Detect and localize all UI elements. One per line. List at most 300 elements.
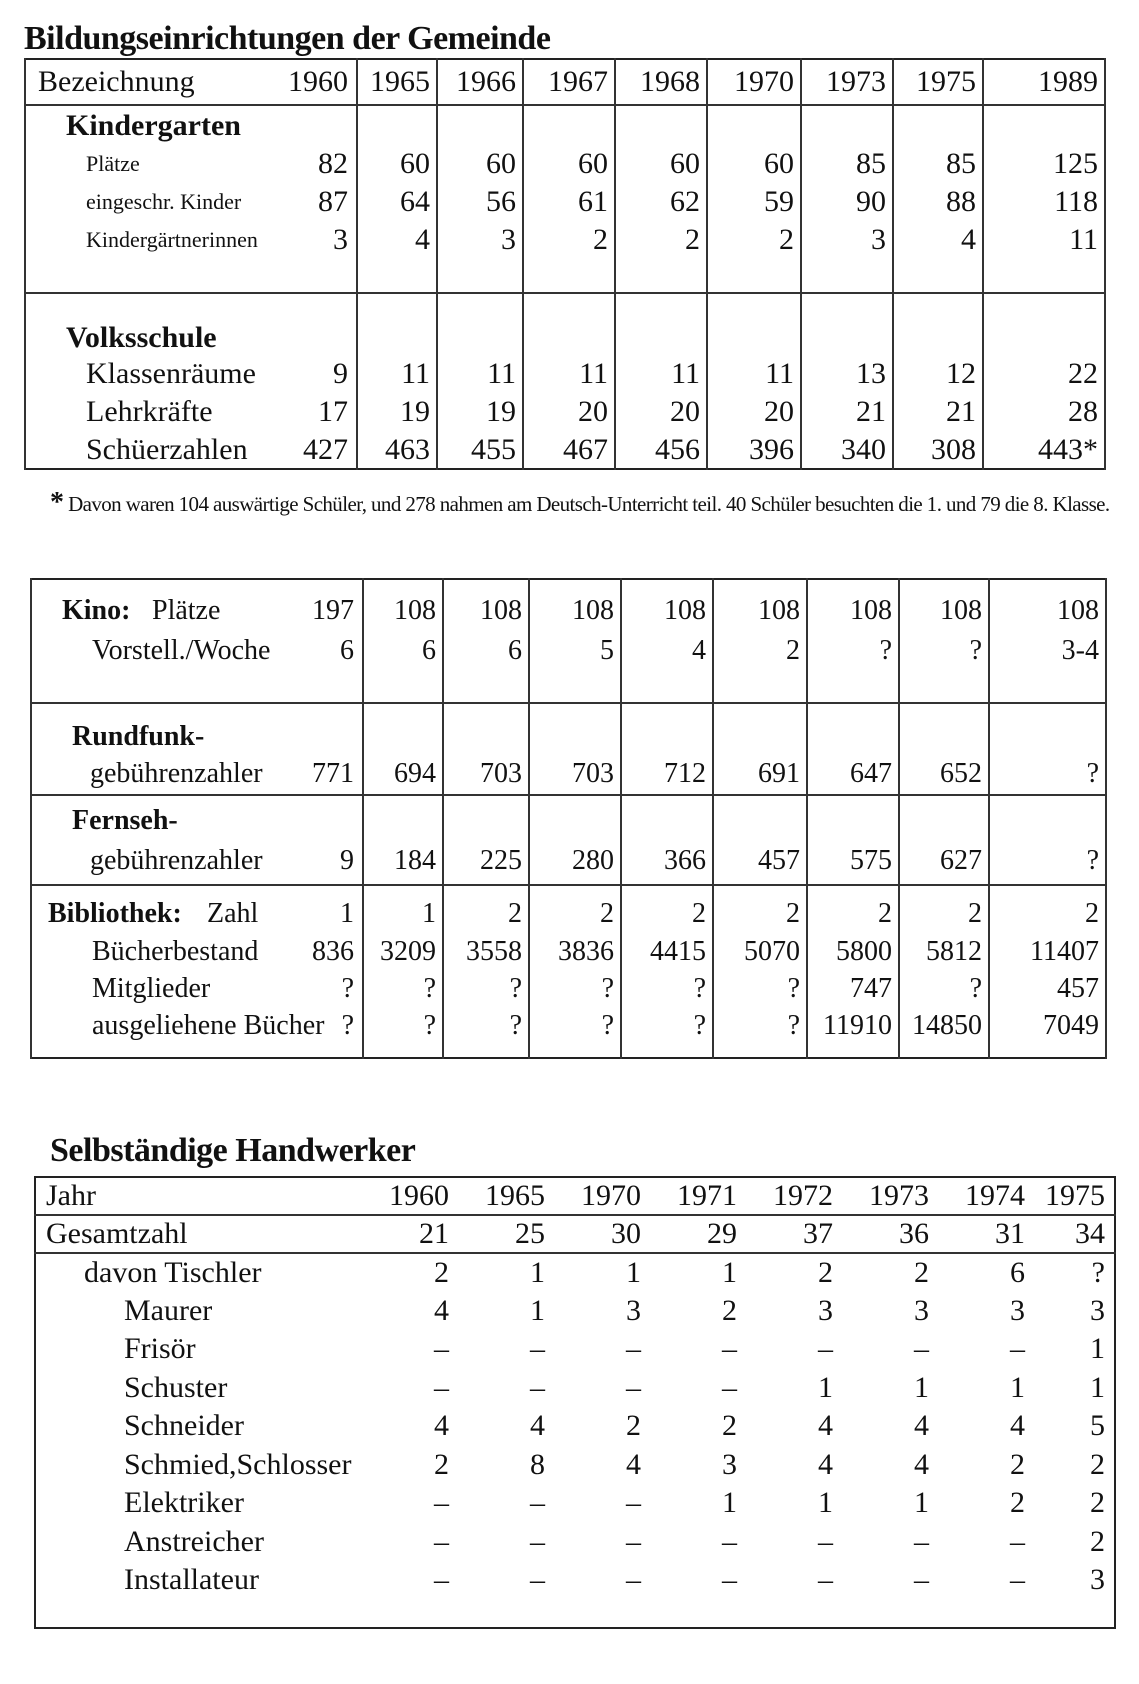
year-1965: 1965 xyxy=(357,59,437,105)
craft-6-row xyxy=(35,1484,1115,1523)
empty-cell xyxy=(437,259,523,293)
craft-0-value: 1 xyxy=(626,1255,641,1289)
rundfunk-value: ? xyxy=(989,753,1106,795)
fernseh-value: 184 xyxy=(363,837,443,885)
craft-2-value: – xyxy=(818,1332,833,1366)
bibliothek-zahl-value: 2 xyxy=(443,895,529,933)
craft-5-value: 2 xyxy=(1010,1447,1025,1481)
empty-cell xyxy=(25,259,357,293)
bibliothek-3-value: ? xyxy=(363,1007,443,1044)
craft-0-value: 2 xyxy=(914,1255,929,1289)
empty-cell xyxy=(989,1044,1106,1058)
kindergarten-0-value: 60 xyxy=(437,145,523,183)
kindergarten-1-value: 56 xyxy=(437,183,523,221)
bibliothek-2-value: ? xyxy=(621,970,713,1007)
volksschule-1-label-cell xyxy=(25,393,357,431)
craft-5-value: 4 xyxy=(626,1447,641,1481)
craft-8-value: – xyxy=(434,1563,449,1597)
rundfunk-value: 703 xyxy=(529,753,621,795)
craft-0-value: 1 xyxy=(530,1255,545,1289)
bibliothek-1-row xyxy=(31,933,1106,970)
volksschule-1-row xyxy=(25,393,1105,431)
empty-cell xyxy=(529,579,621,591)
kindergarten-1-label: eingeschr. Kinder xyxy=(86,189,242,214)
volksschule-1-value: 21 xyxy=(893,393,983,431)
kindergarten-0-value: 60 xyxy=(707,145,801,183)
empty-cell xyxy=(713,1044,807,1058)
empty-cell xyxy=(621,579,713,591)
craft-2-value: – xyxy=(626,1332,641,1366)
crafts-header-value: 1965 xyxy=(459,1177,555,1215)
kindergarten-2-value: 2 xyxy=(523,221,615,259)
bibliothek-zahl-value: 2 xyxy=(807,895,899,933)
empty-cell xyxy=(899,671,989,703)
kindergarten-0-value: 85 xyxy=(801,145,893,183)
empty-cell xyxy=(983,293,1105,355)
bibliothek-1-value: 4415 xyxy=(621,933,713,970)
empty-cell xyxy=(747,1600,843,1628)
empty-cell xyxy=(443,795,529,837)
volksschule-2-value: 340 xyxy=(801,431,893,469)
kindergarten-2-row xyxy=(25,221,1105,259)
empty-cell xyxy=(363,671,443,703)
craft-4-value: 2 xyxy=(626,1409,641,1443)
craft-2-value: – xyxy=(434,1332,449,1366)
crafts-total-value: 36 xyxy=(843,1215,939,1253)
kindergarten-2-value: 4 xyxy=(893,221,983,259)
kino-plaetze-value: 108 xyxy=(989,591,1106,631)
kino-vorstellungen-value: 3-4 xyxy=(989,631,1106,671)
empty-cell xyxy=(893,259,983,293)
craft-2-row xyxy=(35,1330,1115,1369)
empty-cell xyxy=(615,259,707,293)
rundfunk-label-cell xyxy=(31,753,363,795)
bibliothek-zahl-value: 2 xyxy=(713,895,807,933)
craft-7-value: 2 xyxy=(1090,1524,1105,1558)
header-label: Bezeichnung xyxy=(38,65,195,98)
year-1975: 1975 xyxy=(893,59,983,105)
empty-cell xyxy=(437,105,523,145)
bibliothek-2-row xyxy=(31,970,1106,1007)
volksschule-0-value: 13 xyxy=(801,355,893,393)
empty-cell xyxy=(713,579,807,591)
empty-cell xyxy=(989,671,1106,703)
empty-cell xyxy=(443,579,529,591)
kindergarten-1-value: 118 xyxy=(983,183,1105,221)
empty-cell xyxy=(989,795,1106,837)
crafts-total-value: 31 xyxy=(939,1215,1035,1253)
kindergarten-0-value: 60 xyxy=(523,145,615,183)
craft-1-value: 3 xyxy=(818,1293,833,1327)
empty-cell xyxy=(713,703,807,753)
education-table-body xyxy=(25,105,1105,469)
kino-plaetze-value: 108 xyxy=(621,591,713,631)
rundfunk-value: 703 xyxy=(443,753,529,795)
crafts-total-label: Gesamtzahl xyxy=(35,1215,363,1253)
volksschule-0-label: Klassenräume xyxy=(86,357,256,390)
craft-4-row xyxy=(35,1407,1115,1446)
craft-5-value: 2 xyxy=(434,1447,449,1481)
crafts-total-value: 25 xyxy=(459,1215,555,1253)
craft-6-label: Elektriker xyxy=(124,1486,244,1520)
craft-5-value: 4 xyxy=(914,1447,929,1481)
volksschule-2-row xyxy=(25,431,1105,469)
year-1960: 1960 xyxy=(288,65,348,98)
bibliothek-1-label-cell xyxy=(31,933,363,970)
empty-cell xyxy=(899,579,989,591)
fernseh-label-cell xyxy=(31,837,363,885)
empty-cell xyxy=(989,579,1106,591)
empty-cell xyxy=(459,1600,555,1628)
craft-1-value: 4 xyxy=(434,1293,449,1327)
kindergarten-0-value-1960: 82 xyxy=(318,147,348,180)
empty-cell xyxy=(893,105,983,145)
craft-3-label: Schuster xyxy=(124,1370,228,1404)
kindergarten-title: Kindergarten xyxy=(25,105,357,145)
volksschule-1-value: 20 xyxy=(707,393,801,431)
craft-1-value: 3 xyxy=(1090,1293,1105,1327)
year-1966: 1966 xyxy=(437,59,523,105)
volksschule-1-value: 19 xyxy=(437,393,523,431)
craft-7-value: – xyxy=(722,1524,737,1558)
empty-cell xyxy=(899,1044,989,1058)
rundfunk-value: 694 xyxy=(363,753,443,795)
craft-0-value: 2 xyxy=(434,1255,449,1289)
empty-cell xyxy=(363,885,443,895)
bibliothek-3-value: ? xyxy=(713,1007,807,1044)
fernseh-value: 225 xyxy=(443,837,529,885)
volksschule-0-value: 11 xyxy=(437,355,523,393)
kindergarten-2-value: 4 xyxy=(357,221,437,259)
empty-cell xyxy=(615,105,707,145)
craft-4-value: 2 xyxy=(722,1409,737,1443)
bibliothek-3-value: ? xyxy=(443,1007,529,1044)
year-1989: 1989 xyxy=(983,59,1105,105)
fernseh-value: 575 xyxy=(807,837,899,885)
bibliothek-3-value: 14850 xyxy=(899,1007,989,1044)
empty-cell xyxy=(529,703,621,753)
year-1968: 1968 xyxy=(615,59,707,105)
empty-cell xyxy=(437,293,523,355)
empty-cell xyxy=(443,885,529,895)
volksschule-0-value: 12 xyxy=(893,355,983,393)
kino-vorstellungen-value: 6 xyxy=(443,631,529,671)
rundfunk-row xyxy=(31,753,1106,795)
crafts-header-value: 1972 xyxy=(747,1177,843,1215)
kindergarten-0-value: 85 xyxy=(893,145,983,183)
empty-cell xyxy=(357,293,437,355)
bibliothek-3-row xyxy=(31,1007,1106,1044)
empty-cell xyxy=(443,1044,529,1058)
craft-3-value: 1 xyxy=(818,1370,833,1404)
bibliothek-1-value: 3836 xyxy=(529,933,621,970)
craft-2-value: – xyxy=(722,1332,737,1366)
empty-cell xyxy=(621,1044,713,1058)
bibliothek-zahl-title: Bibliothek: xyxy=(48,898,182,929)
kino-vorstellungen-value: 5 xyxy=(529,631,621,671)
empty-cell xyxy=(523,259,615,293)
craft-1-row xyxy=(35,1292,1115,1331)
kindergarten-2-value-1960: 3 xyxy=(333,223,348,256)
spacer-row xyxy=(25,259,1105,293)
empty-cell xyxy=(707,293,801,355)
craft-2-value: 1 xyxy=(1090,1332,1105,1366)
volksschule-title: Volksschule xyxy=(25,293,357,355)
kindergarten-2-value: 11 xyxy=(983,221,1105,259)
empty-cell xyxy=(529,795,621,837)
kino-vorstellungen-value: 6 xyxy=(363,631,443,671)
empty-cell xyxy=(1035,1600,1115,1628)
craft-4-value: 4 xyxy=(434,1409,449,1443)
footnote-mark: * xyxy=(50,487,64,518)
empty-cell xyxy=(529,885,621,895)
volksschule-0-value: 11 xyxy=(523,355,615,393)
craft-2-value: – xyxy=(530,1332,545,1366)
craft-3-value: – xyxy=(434,1370,449,1404)
spacer-row xyxy=(31,885,1106,895)
kino-plaetze-value-1960: 197 xyxy=(312,595,354,626)
rundfunk-value: 691 xyxy=(713,753,807,795)
education-title: Bildungseinrichtungen der Gemeinde xyxy=(24,20,551,57)
craft-4-label: Schneider xyxy=(124,1409,244,1443)
craft-3-row xyxy=(35,1369,1115,1408)
empty-cell xyxy=(801,259,893,293)
empty-cell xyxy=(939,1600,1035,1628)
empty-cell xyxy=(713,671,807,703)
crafts-header-value: 1960 xyxy=(363,1177,459,1215)
craft-8-label: Installateur xyxy=(124,1563,259,1597)
kindergarten-2-value: 2 xyxy=(707,221,801,259)
bibliothek-1-value: 3209 xyxy=(363,933,443,970)
empty-cell xyxy=(31,885,363,895)
empty-cell xyxy=(807,795,899,837)
fernseh-value-1960: 9 xyxy=(340,844,354,876)
craft-4-value: 4 xyxy=(914,1409,929,1443)
craft-8-value: – xyxy=(626,1563,641,1597)
crafts-header-label: Jahr xyxy=(35,1177,363,1215)
craft-8-value: – xyxy=(722,1563,737,1597)
craft-8-value: – xyxy=(530,1563,545,1597)
kino-plaetze-label: Plätze xyxy=(152,595,221,626)
bibliothek-zahl-value: 2 xyxy=(621,895,713,933)
empty-cell xyxy=(651,1600,747,1628)
craft-0-label: davon Tischler xyxy=(84,1255,262,1289)
craft-1-value: 3 xyxy=(626,1293,641,1327)
volksschule-2-value: 308 xyxy=(893,431,983,469)
bibliothek-zahl-value: 2 xyxy=(989,895,1106,933)
craft-1-value: 2 xyxy=(722,1293,737,1327)
rundfunk-value: 652 xyxy=(899,753,989,795)
bibliothek-3-value: 11910 xyxy=(807,1007,899,1044)
craft-8-value: 3 xyxy=(1090,1563,1105,1597)
crafts-table-body xyxy=(35,1177,1115,1628)
craft-3-value: – xyxy=(530,1370,545,1404)
kino-plaetze-value: 108 xyxy=(899,591,989,631)
education-table xyxy=(24,58,1106,470)
volksschule-1-label: Lehrkräfte xyxy=(86,395,213,428)
empty-cell xyxy=(807,703,899,753)
empty-cell xyxy=(363,579,443,591)
year-1973: 1973 xyxy=(801,59,893,105)
year-1967: 1967 xyxy=(523,59,615,105)
bibliothek-2-value: ? xyxy=(529,970,621,1007)
kindergarten-1-value: 62 xyxy=(615,183,707,221)
crafts-header-value: 1975 xyxy=(1035,1177,1115,1215)
bibliothek-zahl-value: 2 xyxy=(529,895,621,933)
bibliothek-3-value: 7049 xyxy=(989,1007,1106,1044)
craft-6-value: 1 xyxy=(914,1486,929,1520)
bibliothek-2-value: ? xyxy=(443,970,529,1007)
craft-1-value: 3 xyxy=(914,1293,929,1327)
craft-7-value: – xyxy=(626,1524,641,1558)
kino-vorstellungen-value-1960: 6 xyxy=(340,635,354,666)
empty-cell xyxy=(621,885,713,895)
kindergarten-1-row xyxy=(25,183,1105,221)
spacer-row xyxy=(31,1044,1106,1058)
fernseh-value: 280 xyxy=(529,837,621,885)
rundfunk-title-row xyxy=(31,703,1106,753)
empty-cell xyxy=(357,105,437,145)
craft-3-value: 1 xyxy=(1010,1370,1025,1404)
empty-cell xyxy=(713,795,807,837)
kindergarten-2-label-cell xyxy=(25,221,357,259)
volksschule-2-value-1960: 427 xyxy=(303,432,348,466)
volksschule-0-value: 22 xyxy=(983,355,1105,393)
bibliothek-zahl-label-cell xyxy=(31,895,363,933)
spacer-row xyxy=(31,579,1106,591)
kino-plaetze-row xyxy=(31,591,1106,631)
craft-8-value: – xyxy=(818,1563,833,1597)
kino-vorstellungen-label: Vorstell./Woche xyxy=(92,635,271,666)
empty-cell xyxy=(615,293,707,355)
rundfunk-label: gebührenzahler xyxy=(90,757,263,789)
bibliothek-1-label: Bücherbestand xyxy=(92,935,259,967)
bibliothek-zahl-value-1960: 1 xyxy=(340,898,354,929)
bibliothek-2-value: ? xyxy=(363,970,443,1007)
kindergarten-1-value: 90 xyxy=(801,183,893,221)
craft-2-label: Frisör xyxy=(124,1332,196,1366)
kindergarten-1-value-1960: 87 xyxy=(318,185,348,218)
bibliothek-2-label-cell xyxy=(31,970,363,1007)
craft-5-row xyxy=(35,1446,1115,1485)
craft-7-value: – xyxy=(914,1524,929,1558)
empty-cell xyxy=(31,671,363,703)
kindergarten-0-value: 60 xyxy=(357,145,437,183)
craft-3-value: 1 xyxy=(1090,1370,1105,1404)
volksschule-2-value: 456 xyxy=(615,431,707,469)
craft-7-value: – xyxy=(530,1524,545,1558)
empty-cell xyxy=(31,1044,363,1058)
bibliothek-3-value-1960: ? xyxy=(341,1009,354,1041)
kindergarten-1-label-cell xyxy=(25,183,357,221)
craft-8-row xyxy=(35,1561,1115,1600)
kino-vorstellungen-value: 2 xyxy=(713,631,807,671)
volksschule-2-label-cell xyxy=(25,431,357,469)
header-row xyxy=(25,59,1105,105)
fernseh-label: gebührenzahler xyxy=(90,844,263,876)
craft-5-value: 4 xyxy=(818,1447,833,1481)
kindergarten-0-label-cell xyxy=(25,145,357,183)
crafts-total-value: 21 xyxy=(363,1215,459,1253)
fernseh-title: Fernseh- xyxy=(31,795,363,837)
empty-cell xyxy=(807,671,899,703)
empty-cell xyxy=(807,579,899,591)
crafts-total-value: 30 xyxy=(555,1215,651,1253)
craft-5-label: Schmied,Schlosser xyxy=(124,1447,352,1481)
bibliothek-zahl-value: 1 xyxy=(363,895,443,933)
kindergarten-1-value: 88 xyxy=(893,183,983,221)
fernseh-value: 457 xyxy=(713,837,807,885)
volksschule-0-value: 11 xyxy=(707,355,801,393)
craft-0-value: ? xyxy=(1091,1255,1105,1289)
empty-cell xyxy=(443,671,529,703)
bibliothek-1-value-1960: 836 xyxy=(312,935,354,967)
fernseh-value: 366 xyxy=(621,837,713,885)
empty-cell xyxy=(899,885,989,895)
volksschule-1-value: 19 xyxy=(357,393,437,431)
rundfunk-value: 647 xyxy=(807,753,899,795)
volksschule-2-value: 396 xyxy=(707,431,801,469)
media-table xyxy=(30,578,1107,1059)
volksschule-0-value: 11 xyxy=(357,355,437,393)
kino-vorstellungen-value: 4 xyxy=(621,631,713,671)
craft-6-value: – xyxy=(530,1486,545,1520)
empty-cell xyxy=(363,1044,443,1058)
kindergarten-2-value: 3 xyxy=(437,221,523,259)
empty-cell xyxy=(555,1600,651,1628)
bibliothek-3-label: ausgeliehene Bücher xyxy=(92,1009,325,1041)
bibliothek-2-label: Mitglieder xyxy=(92,972,211,1004)
bibliothek-zahl-label: Zahl xyxy=(207,898,259,929)
empty-cell xyxy=(621,671,713,703)
craft-5-value: 8 xyxy=(530,1447,545,1481)
empty-cell xyxy=(443,703,529,753)
empty-cell xyxy=(843,1600,939,1628)
empty-cell xyxy=(899,703,989,753)
crafts-header-row xyxy=(35,1177,1115,1215)
craft-7-value: – xyxy=(1010,1524,1025,1558)
craft-7-row xyxy=(35,1523,1115,1562)
empty-cell xyxy=(363,1600,459,1628)
craft-3-value: 1 xyxy=(914,1370,929,1404)
kino-vorstellungen-value: ? xyxy=(807,631,899,671)
craft-2-value: – xyxy=(1010,1332,1025,1366)
kino-vorstellungen-label-cell xyxy=(31,631,363,671)
bibliothek-zahl-row xyxy=(31,895,1106,933)
kino-vorstellungen-row xyxy=(31,631,1106,671)
crafts-title: Selbständige Handwerker xyxy=(50,1132,416,1169)
kino-vorstellungen-value: ? xyxy=(899,631,989,671)
header-label-cell xyxy=(25,59,357,105)
empty-cell xyxy=(801,105,893,145)
footnote xyxy=(50,480,1110,527)
bibliothek-2-value: ? xyxy=(899,970,989,1007)
volksschule-0-label-cell xyxy=(25,355,357,393)
kindergarten-0-value: 125 xyxy=(983,145,1105,183)
bibliothek-1-value: 5800 xyxy=(807,933,899,970)
crafts-total-value: 34 xyxy=(1035,1215,1115,1253)
bibliothek-2-value: 747 xyxy=(807,970,899,1007)
crafts-header-value: 1970 xyxy=(555,1177,651,1215)
craft-0-value: 1 xyxy=(722,1255,737,1289)
spacer-row xyxy=(31,671,1106,703)
craft-0-value: 6 xyxy=(1010,1255,1025,1289)
craft-2-value: – xyxy=(914,1332,929,1366)
craft-7-label: Anstreicher xyxy=(124,1524,264,1558)
kindergarten-title-row xyxy=(25,105,1105,145)
craft-4-value: 5 xyxy=(1090,1409,1105,1443)
volksschule-1-value: 28 xyxy=(983,393,1105,431)
